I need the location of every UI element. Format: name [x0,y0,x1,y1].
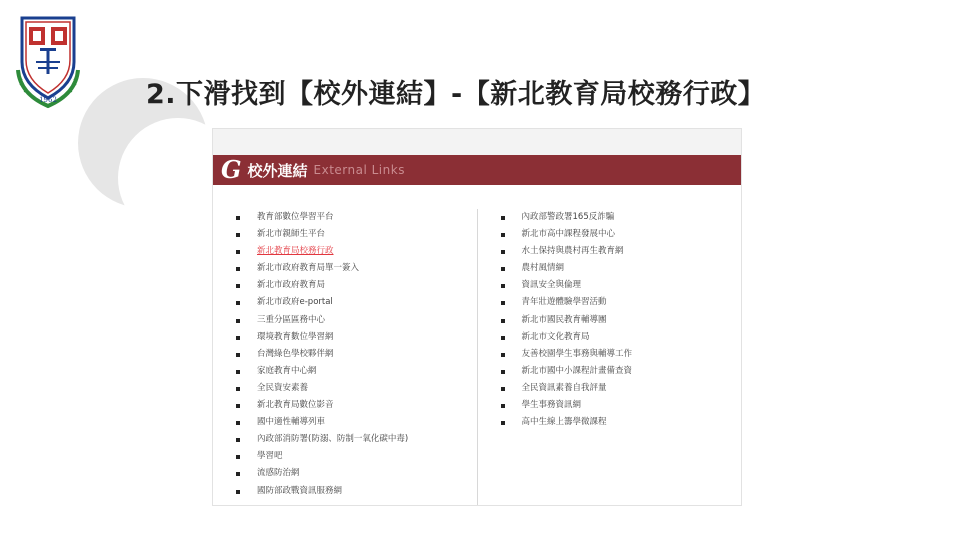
link-item[interactable] [498,260,742,277]
link-item[interactable] [233,294,477,311]
link-label: 流感防治網 [257,468,300,479]
bullet-icon [236,438,240,442]
link-item[interactable] [233,380,477,397]
link-label: 水土保持與農村再生教育網 [521,246,624,257]
bullet-icon [501,370,505,374]
link-columns [213,209,741,505]
link-item[interactable] [233,260,477,277]
link-item[interactable] [498,277,742,294]
link-item[interactable] [233,414,477,431]
link-item[interactable] [233,312,477,329]
bullet-icon [236,336,240,340]
link-label: 農村風情網 [521,263,565,274]
bullet-icon [236,490,240,494]
link-label: 學習吧 [257,451,283,462]
bullet-icon [236,301,240,305]
bullet-icon [501,353,505,357]
bullet-icon [236,319,240,323]
bullet-icon [236,370,240,374]
external-links-banner [213,155,741,185]
bullet-icon [501,250,505,254]
link-label: 家庭教育中心網 [257,365,317,376]
link-item[interactable] [233,329,477,346]
banner-g-icon: G [221,155,242,184]
link-label: 教育部數位學習平台 [257,212,334,222]
link-item[interactable] [233,243,477,260]
bullet-icon [236,404,240,408]
bullet-icon [236,421,240,425]
link-label: 三重分區區務中心 [257,314,326,325]
link-label: 學生事務資訊網 [521,400,582,411]
banner-subtitle: External Links [313,163,405,177]
link-label: 國中適性輔導列車 [257,417,326,428]
bullet-icon [236,233,240,237]
link-item[interactable] [498,312,742,329]
link-label: 國防部政戰資訊服務網 [257,485,343,496]
bullet-icon [236,250,240,254]
bullet-icon [501,267,505,271]
link-item[interactable] [233,209,477,226]
link-label: 新北市國中小課程計畫備查資 [521,365,633,376]
bullet-icon [501,233,505,237]
link-item[interactable] [233,226,477,243]
link-item[interactable] [498,414,742,431]
link-item[interactable] [498,363,742,380]
link-label: 內政部消防署(防溺、防制一氧化碳中毒) [257,434,409,445]
link-item[interactable] [233,397,477,414]
link-item[interactable] [498,329,742,346]
link-label: 環境教育數位學習網 [257,331,334,342]
link-label: 新北市政府e-portal [257,297,333,308]
bullet-icon [501,216,505,220]
link-item[interactable] [233,346,477,363]
link-item[interactable] [233,448,477,465]
left-link-list [213,209,478,505]
link-item[interactable] [498,346,742,363]
link-label: 新北市親師生平台 [257,229,326,240]
link-label: 新北教育局數位影音 [257,400,334,411]
link-item[interactable] [233,431,477,448]
bullet-icon [501,284,505,288]
link-label: 新北市文化教育局 [521,331,590,342]
link-label: 新北市國民教育輔導團 [521,314,607,325]
external-links-screenshot [212,128,742,506]
link-label: 新北市高中課程發展中心 [521,229,616,240]
link-label: 友善校園學生事務與輔導工作 [521,348,633,359]
bullet-icon [501,319,505,323]
bullet-icon [236,472,240,476]
link-item[interactable] [233,465,477,482]
link-label: 新北教育局校務行政 [257,246,334,257]
slide-title: 2.下滑找到【校外連結】-【新北教育局校務行政】 [146,79,766,110]
link-label: 新北市政府教育局 [257,280,326,291]
link-item[interactable] [498,294,742,311]
school-crest-icon [12,10,84,110]
bullet-icon [236,455,240,459]
bullet-icon [236,284,240,288]
bullet-icon [236,353,240,357]
link-item[interactable] [498,209,742,226]
link-item[interactable] [498,243,742,260]
link-label: 內政部警政署165反詐騙 [521,212,615,222]
link-label: 全民資安素養 [257,382,309,393]
link-item[interactable] [233,483,477,500]
right-link-list [478,209,742,505]
link-item[interactable] [498,380,742,397]
bullet-icon [501,301,505,305]
link-label: 高中生線上籌學微課程 [521,417,607,428]
link-label: 全民資訊素養自我評量 [521,382,607,393]
link-item[interactable] [498,226,742,243]
banner-title: 校外連結 [247,161,308,180]
link-label: 資訊安全與倫理 [521,280,582,291]
link-label: 新北市政府教育局單一簽入 [257,263,360,274]
link-label: 台灣綠色學校夥伴網 [257,348,334,359]
link-item[interactable] [498,397,742,414]
link-item[interactable] [233,277,477,294]
bullet-icon [236,216,240,220]
logo-year: 1962 [39,96,57,104]
bullet-icon [501,336,505,340]
bullet-icon [236,267,240,271]
bullet-icon [236,387,240,391]
link-item[interactable] [233,363,477,380]
school-logo [12,10,84,110]
bullet-icon [501,421,505,425]
link-label: 青年壯遊體驗學習活動 [521,297,607,308]
bullet-icon [501,404,505,408]
bullet-icon [501,387,505,391]
screenshot-top-strip [213,129,741,155]
